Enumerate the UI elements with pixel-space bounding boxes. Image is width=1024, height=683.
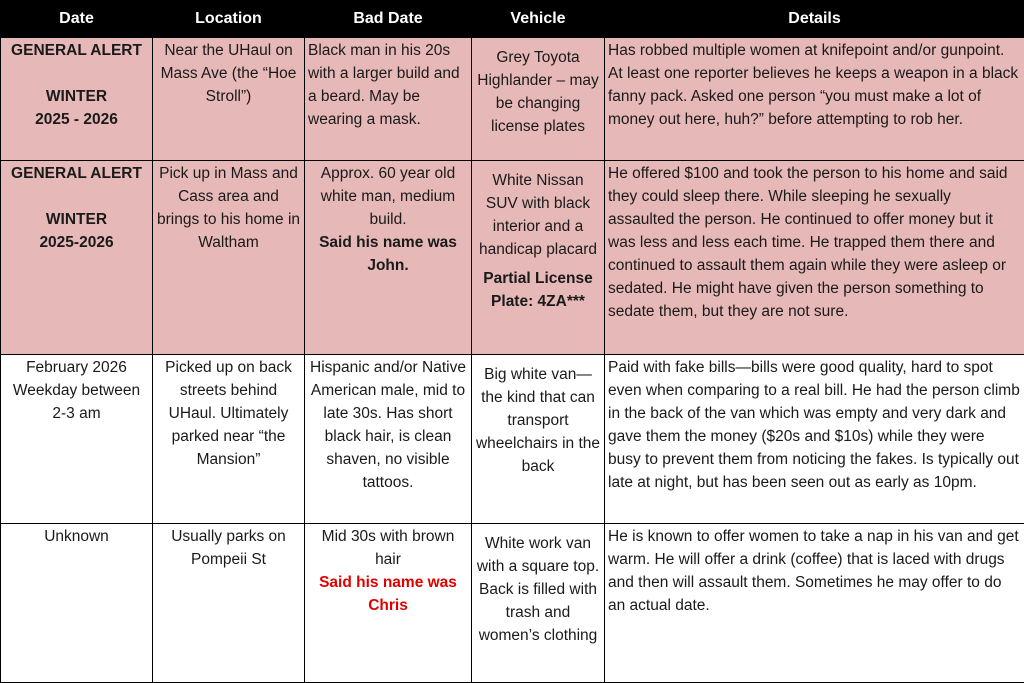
bad-date-cell — [305, 161, 472, 355]
vehicle-cell — [472, 524, 605, 683]
season-label: WINTER — [4, 208, 149, 231]
bad-date-description: Approx. 60 year old white man, medium build. — [321, 165, 455, 228]
vehicle-cell — [472, 161, 605, 355]
location-cell: Picked up on back streets behind UHaul. Ultimately parked near “the Mansion” — [153, 355, 305, 524]
bad-date-cell: Hispanic and/or Native American male, mid to late 30s. Has short black hair, is clean shaven, no visible tattoos. — [305, 355, 472, 524]
vehicle-cell — [472, 38, 605, 161]
season-label: WINTER — [4, 85, 149, 108]
vehicle-text: Grey Toyota Highlander – may be changing license plates — [477, 49, 598, 135]
table-row — [1, 524, 1024, 683]
location-cell: Usually parks on Pompeii St — [153, 524, 305, 683]
bad-date-name: Said his name was John. — [308, 231, 468, 277]
location-cell: Near the UHaul on Mass Ave (the “Hoe Stroll”) — [153, 38, 305, 161]
vehicle-cell — [472, 355, 605, 524]
bad-date-cell: Black man in his 20s with a larger build and a beard. May be wearing a mask. — [305, 38, 472, 161]
alert-label: GENERAL ALERT — [4, 39, 149, 62]
vehicle-text: White work van with a square top. Back is filled with trash and women’s clothing — [477, 535, 599, 644]
date-cell: February 2026 Weekday between 2-3 am — [1, 355, 153, 524]
vehicle-text: Big white van—the kind that can transport wheelchairs in the back — [476, 366, 600, 475]
column-header-vehicle: Vehicle — [472, 0, 605, 38]
bad-date-name-warning: Said his name was Chris — [308, 571, 468, 617]
details-cell: He is known to offer women to take a nap in his van and get warm. He will offer a drink (coffee) that is laced with drugs and then will assault them. Sometimes he may offer to do an actual date. — [605, 524, 1024, 683]
bad-date-cell — [305, 524, 472, 683]
bad-date-description: Mid 30s with brown hair — [308, 525, 468, 571]
details-cell: Has robbed multiple women at knifepoint and/or gunpoint. At least one reporter believes he keeps a weapon in a black fanny pack. Asked one person “you must make a lot of money out here, huh?” before attempting to rob her. — [605, 38, 1024, 161]
location-cell: Pick up in Mass and Cass area and brings to his home in Waltham — [153, 161, 305, 355]
table-row — [1, 355, 1024, 524]
alert-label: GENERAL ALERT — [4, 162, 149, 185]
column-header-bad-date: Bad Date — [305, 0, 472, 38]
details-cell: Paid with fake bills—bills were good quality, hard to spot even when comparing to a real bill. He had the person climb in the back of the van which was empty and very dark and gave them the money ($20s and $10s) while they were busy to prevent them from noticing the fakes. Is typically out late at night, but has been seen out as early as 10pm. — [605, 355, 1024, 524]
license-plate: Partial License Plate: 4ZA*** — [475, 267, 601, 313]
table-row — [1, 161, 1024, 355]
date-cell — [1, 161, 153, 355]
date-cell: Unknown — [1, 524, 153, 683]
column-header-location: Location — [153, 0, 305, 38]
details-cell: He offered $100 and took the person to his home and said they could sleep there. While sleeping he sexually assaulted the person. He continued to offer money but it was less and less each time. He trapped them there and continued to assault them again while they were asleep or sedated. He might have given the person something to sedate them, but they are not sure. — [605, 161, 1024, 355]
column-header-details: Details — [605, 0, 1024, 38]
date-cell — [1, 38, 153, 161]
vehicle-text: White Nissan SUV with black interior and a handicap placard — [475, 169, 601, 261]
season-years: 2025 - 2026 — [4, 108, 149, 131]
season-years: 2025-2026 — [4, 231, 149, 254]
header-row — [1, 0, 1024, 38]
column-header-date: Date — [1, 0, 153, 38]
table-row — [1, 38, 1024, 161]
